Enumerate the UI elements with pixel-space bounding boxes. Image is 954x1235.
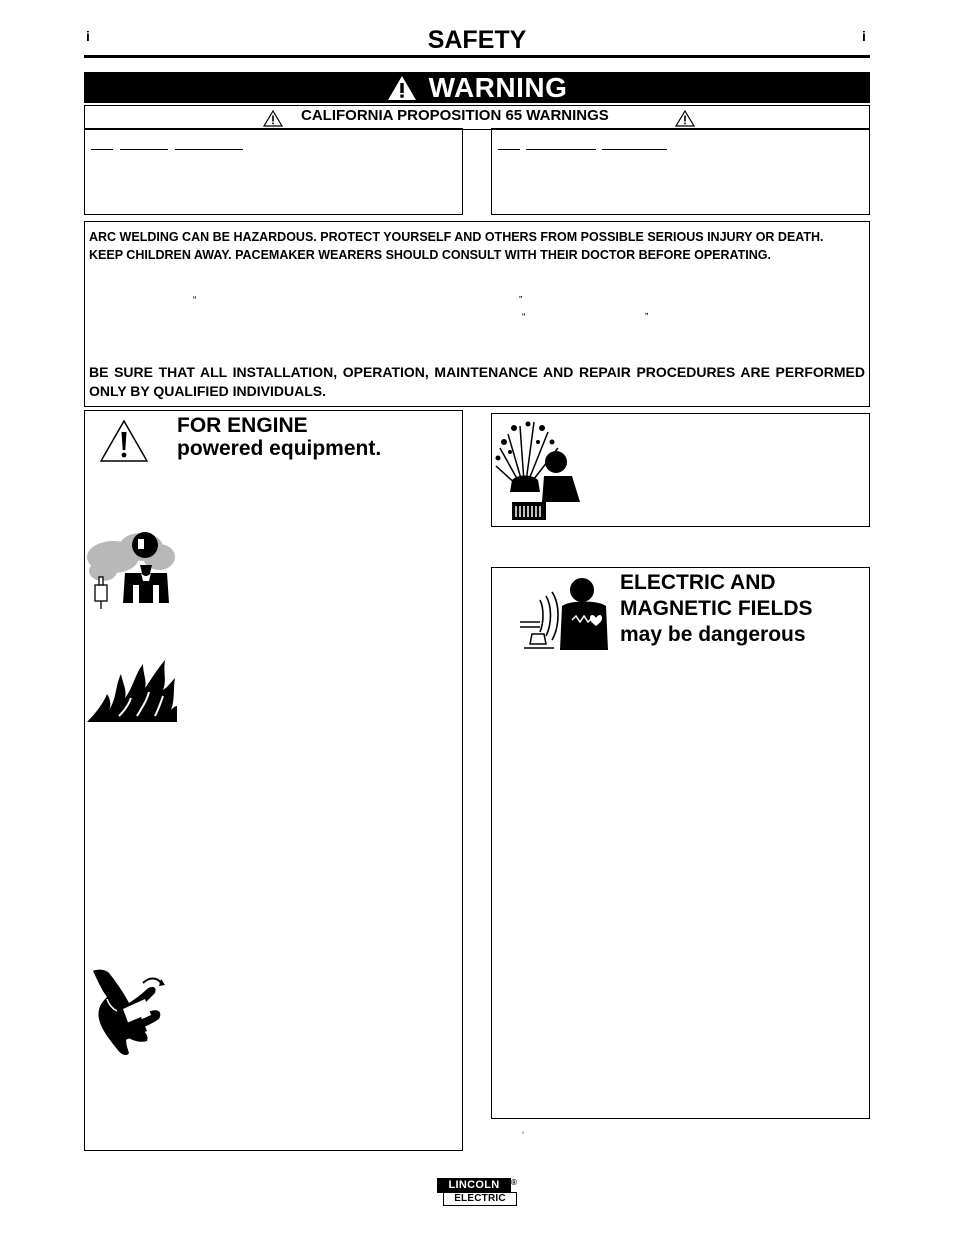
emf-heading-line3: may be dangerous (620, 623, 806, 646)
prop65-heading-box (84, 105, 870, 130)
emf-heading-line1: ELECTRIC AND (620, 571, 776, 594)
warning-triangle-icon (99, 419, 149, 463)
logo-electric-bar: ELECTRIC (443, 1192, 517, 1206)
engine-heading-line1: FOR ENGINE (177, 414, 308, 437)
warning-triangle-icon (387, 75, 417, 101)
prop65-box-right (491, 128, 870, 215)
logo-lincoln-bar: LINCOLN (437, 1178, 511, 1193)
warning-triangle-icon (675, 110, 695, 127)
lincoln-electric-logo (437, 1178, 517, 1208)
battery-explosion-icon (494, 418, 582, 522)
moving-parts-hand-icon (87, 969, 173, 1057)
header-rule (84, 55, 870, 58)
stray-mark: ‘ (522, 1130, 524, 1140)
qualified-individuals-notice: BE SURE THAT ALL INSTALLATION, OPERATION, MAINTENANCE AND REPAIR PROCEDURES ARE PERFORMED ONLY BY QUALIFIED INDIVIDUALS. (89, 364, 865, 399)
exhaust-fumes-icon (85, 527, 177, 611)
quote-mark: ” (645, 312, 649, 323)
arc-notice-line2: KEEP CHILDREN AWAY. PACEMAKER WEARERS SHOULD CONSULT WITH THEIR DOCTOR BEFORE OPERATING. (89, 248, 771, 262)
fire-icon (85, 654, 177, 724)
logo-registered-mark: ® (511, 1178, 517, 1187)
prop65-box-left (84, 128, 463, 215)
electromagnetic-fields-icon (518, 576, 610, 652)
quote-mark: “ (193, 295, 197, 306)
page-number-right: i (862, 28, 866, 44)
arc-notice-line1: ARC WELDING CAN BE HAZARDOUS. PROTECT YOURSELF AND OTHERS FROM POSSIBLE SERIOUS INJURY OR DEATH. (89, 230, 824, 244)
prop65-heading: CALIFORNIA PROPOSITION 65 WARNINGS (301, 107, 609, 124)
emf-heading-line2: MAGNETIC FIELDS (620, 597, 813, 620)
quote-mark: “ (522, 312, 526, 323)
warning-triangle-icon (263, 110, 283, 127)
underline-stub (526, 149, 596, 150)
page-number-left: i (86, 28, 90, 44)
emf-section (491, 567, 870, 1119)
quote-mark: ” (519, 295, 523, 306)
warning-banner (84, 72, 870, 103)
underline-stub (602, 149, 667, 150)
underline-stub (120, 149, 168, 150)
arc-welding-notice (84, 221, 870, 407)
underline-stub (91, 149, 113, 150)
underline-stub (175, 149, 243, 150)
engine-heading-line2: powered equipment. (177, 437, 382, 460)
battery-explosion-section (491, 413, 870, 527)
engine-section (84, 410, 463, 1151)
page-title: SAFETY (427, 26, 527, 54)
warning-label: WARNING (428, 71, 568, 103)
underline-stub (498, 149, 520, 150)
